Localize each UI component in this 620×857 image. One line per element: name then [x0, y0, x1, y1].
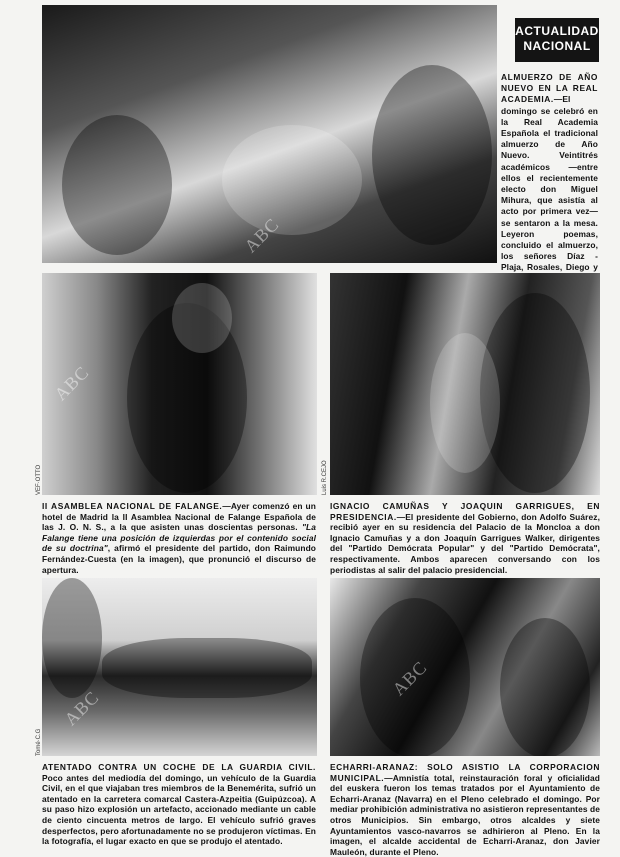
- story-guardia-civil: [42, 762, 316, 847]
- story-presidency-headline: IGNACIO CAMUÑAS Y JOAQUIN GARRIGUES, EN PRESIDENCIA.: [330, 501, 600, 522]
- watermark: ABC: [50, 361, 93, 405]
- story-echarri-aranaz-headline: ECHARRI-ARANAZ: SOLO ASISTIO LA CORPORACION MUNICIPAL.: [330, 762, 600, 783]
- story-falange-quote: "La Falange tiene una posición de izquierdas por el contenido social de su doctrina": [42, 522, 316, 554]
- story-falange: [42, 501, 316, 575]
- photo-guardia-civil-attack: [42, 578, 317, 756]
- story-guardia-civil-body: Poco antes del mediodía del domingo, un vehículo de la Guardia Civil, en el que viajaban tres miembros de la Benemérita, sufrió un atentado en la carretera comarcal Castera-Azpeitia (Guipúzcoa). A su paso hizo explosión un artefacto, accionado mediante un cable de ciento cincuenta metros de largo. El vehículo sufrió graves desperfectos, pero afortunadamente no se produjeron víctimas. En la fotografía, el lugar exacto en que se produjo el atentado.: [42, 772, 316, 847]
- section-title-line2: NACIONAL: [523, 39, 591, 53]
- story-presidency: [330, 501, 600, 575]
- section-title-line1: ACTUALIDAD: [515, 24, 599, 38]
- watermark: ABC: [240, 213, 283, 257]
- photo-credit: VEF·OTTO: [36, 464, 42, 495]
- photo-credit: Tomé·C.G: [36, 728, 42, 756]
- story-academy-headline: ALMUERZO DE AÑO NUEVO EN LA REAL ACADEMIA.: [501, 72, 598, 105]
- photo-presidency: [330, 273, 600, 495]
- story-falange-headline: II ASAMBLEA NACIONAL DE FALANGE.: [42, 501, 223, 511]
- watermark: ABC: [388, 656, 431, 700]
- story-echarri-aranaz: [330, 762, 600, 857]
- story-falange-body-pre: —Ayer comenzó en un hotel de Madrid la II Asamblea Nacional de Falange Española de las J. O. N. S., a la que asisten unas doscientas personas.: [42, 501, 316, 533]
- story-academy-body: —El domingo se celebró en la Real Academia Española el tradicional almuerzo de Año Nuevo. Veintitrés académicos —entre ellos el recientemente electo don Miguel Mihura, que asistía al acto por primera vez— se sentaron a la mesa. Leyeron poemas, concluido el almuerzo, los señores Díaz - Plaja, Rosales, Diego y: [501, 94, 598, 273]
- photo-echarri-aranaz: [330, 578, 600, 756]
- story-falange-body-post: , afirmó el presidente del partido, don Raimundo Fernández-Cuesta (en la imagen), que pronunció el discurso de apertura.: [42, 543, 316, 575]
- story-guardia-civil-headline: ATENTADO CONTRA UN COCHE DE LA GUARDIA CIVIL.: [42, 762, 316, 772]
- photo-falange-assembly: [42, 273, 317, 495]
- photo-credit: Luis R.CEJO: [322, 460, 328, 495]
- photo-academy-lunch: [42, 5, 497, 263]
- story-presidency-body: —El presidente del Gobierno, don Adolfo Suárez, recibió ayer en su residencia del Palacio de la Moncloa a don Ignacio Camuñas y a don Joaquín Garrigues Walker, dirigentes del "Partido Demócrata Popular" y del "Partido Demócrata", respectivamente. Ambos aparecen conversando con los periodistas al salir del palacio presidencial.: [330, 511, 600, 575]
- watermark: ABC: [60, 686, 103, 730]
- story-echarri-aranaz-body: —Amnistía total, reinstauración foral y oficialidad del euskera fueron los temas tratados por el Ayuntamiento de Echarri-Aranaz (Navarra) en el Pleno celebrado el domingo. Por mediar prohibición administrativa no asistieron representantes de otros Municipios. Sin embargo, otros alcaldes y siete Ayuntamientos vasco-navarros se adhirieron al Pleno. En la imagen, el alcalde accidental de Echarri-Aranaz, don Javier Mauleón, durante el Pleno.: [330, 772, 600, 857]
- section-badge: [515, 18, 599, 62]
